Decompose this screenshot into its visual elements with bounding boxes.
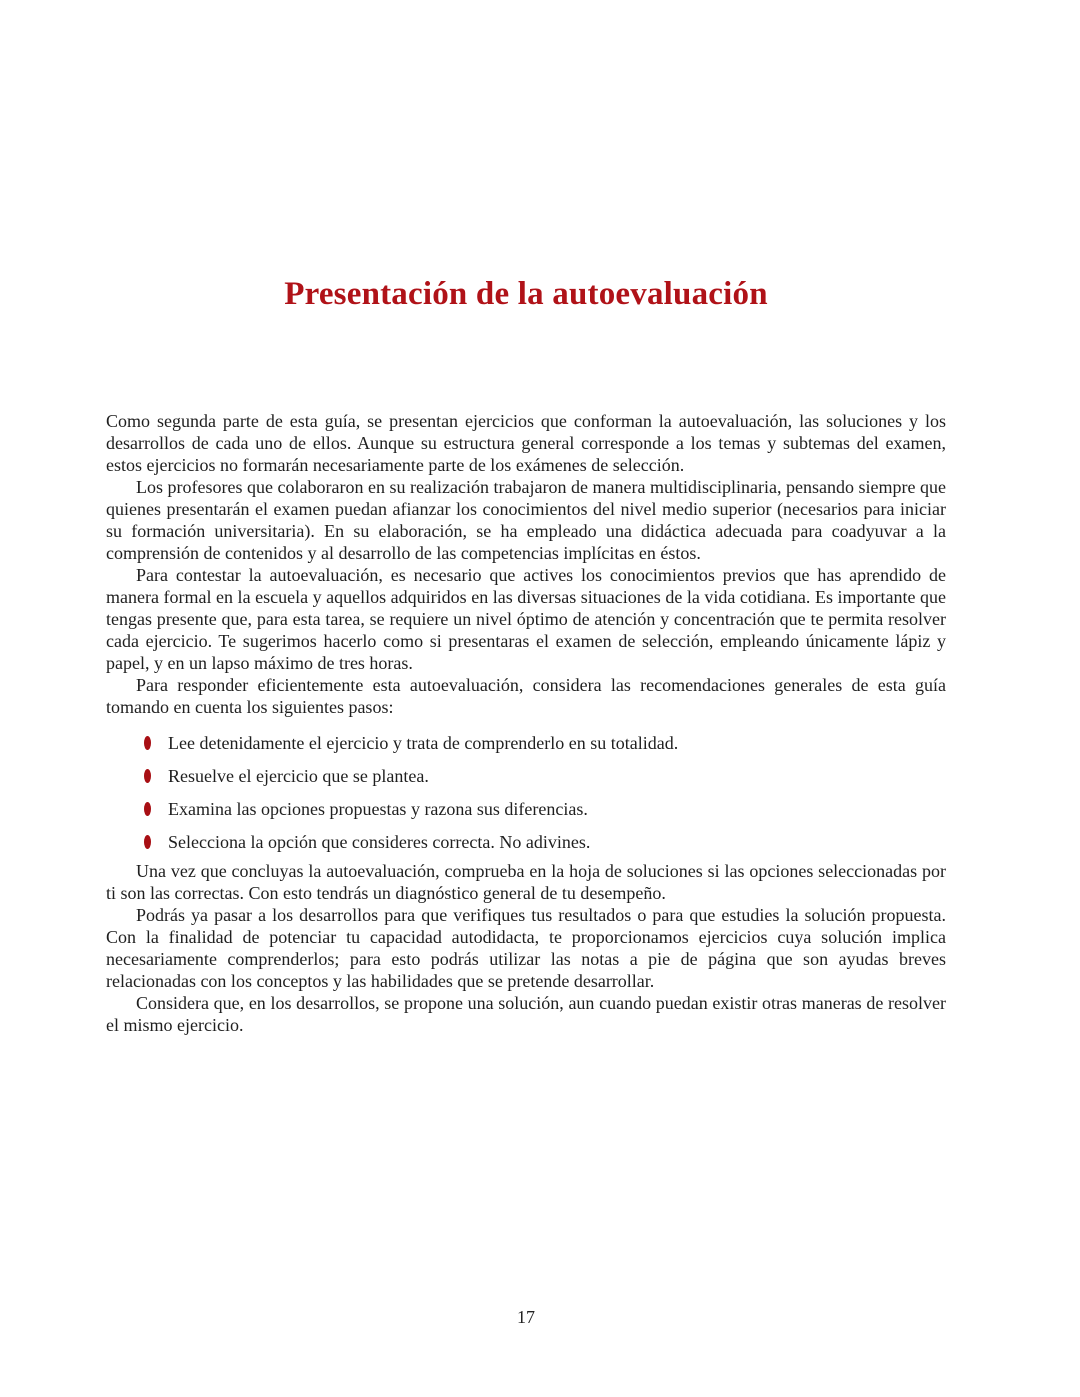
list-item [144,831,946,853]
list-item-text: Lee detenidamente el ejercicio y trata de comprenderlo en su totalidad. [168,733,679,753]
paragraph-contestar: Para contestar la autoevaluación, es necesario que actives los conocimientos previos que has aprendido de manera formal en la escuela y aquellos adquiridos en las diversas situaciones de la vida cotidiana. Es importante que tengas presente que, para esta tarea, se requiere un nivel óptimo de atención y concentración que te permita resolver cada ejercicio. Te sugerimos hacerlo como si presentaras el examen de selección, empleando únicamente lápiz y papel, y en un lapso máximo de tres horas. [106,565,946,673]
page-number: 17 [517,1307,535,1327]
list-item [144,798,946,820]
paragraph-responder: Para responder eficientemente esta autoevaluación, considera las recomendaciones generales de esta guía tomando en cuenta los siguientes pasos: [106,675,946,717]
list-item-text: Examina las opciones propuestas y razona sus diferencias. [168,799,588,819]
paragraph-considera: Considera que, en los desarrollos, se propone una solución, aun cuando puedan existir otras maneras de resolver el mismo ejercicio. [106,993,946,1035]
bullet-icon [144,736,151,750]
document-body [106,410,946,1036]
paragraph-profesores: Los profesores que colaboraron en su realización trabajaron de manera multidisciplinaria, pensando siempre que quienes presentarán el examen puedan afianzar los conocimientos del nivel medio superior (necesarios para iniciar su formación universitaria). En su elaboración, se ha empleado una didáctica adecuada para coadyuvar a la comprensión de contenidos y al desarrollo de las competencias implícitas en éstos. [106,477,946,563]
list-item [144,765,946,787]
paragraph-una-vez: Una vez que concluyas la autoevaluación, comprueba en la hoja de soluciones si las opciones seleccionadas por ti son las correctas. Con esto tendrás un diagnóstico general de tu desempeño. [106,861,946,903]
steps-list [106,732,946,853]
list-item [144,732,946,754]
list-item-text: Resuelve el ejercicio que se plantea. [168,766,429,786]
list-item-text: Selecciona la opción que consideres correcta. No adivines. [168,832,591,852]
paragraph-intro: Como segunda parte de esta guía, se presentan ejercicios que conforman la autoevaluación, las soluciones y los desarrollos de cada uno de ellos. Aunque su estructura general corresponde a los temas y subtemas del examen, estos ejercicios no formarán necesariamente parte de los exámenes de selección. [106,411,946,475]
bullet-icon [144,802,151,816]
bullet-icon [144,769,151,783]
paragraph-podras: Podrás ya pasar a los desarrollos para que verifiques tus resultados o para que estudies la solución propuesta. Con la finalidad de potenciar tu capacidad autodidacta, te proporcionamos ejercicios cuya solución implica necesariamente comprenderlos; para esto podrás utilizar las notas a pie de página que son ayudas breves relacionadas con los conceptos y las habilidades que se pretende desarrollar. [106,905,946,991]
page-title: Presentación de la autoevaluación [284,276,768,312]
bullet-icon [144,835,151,849]
